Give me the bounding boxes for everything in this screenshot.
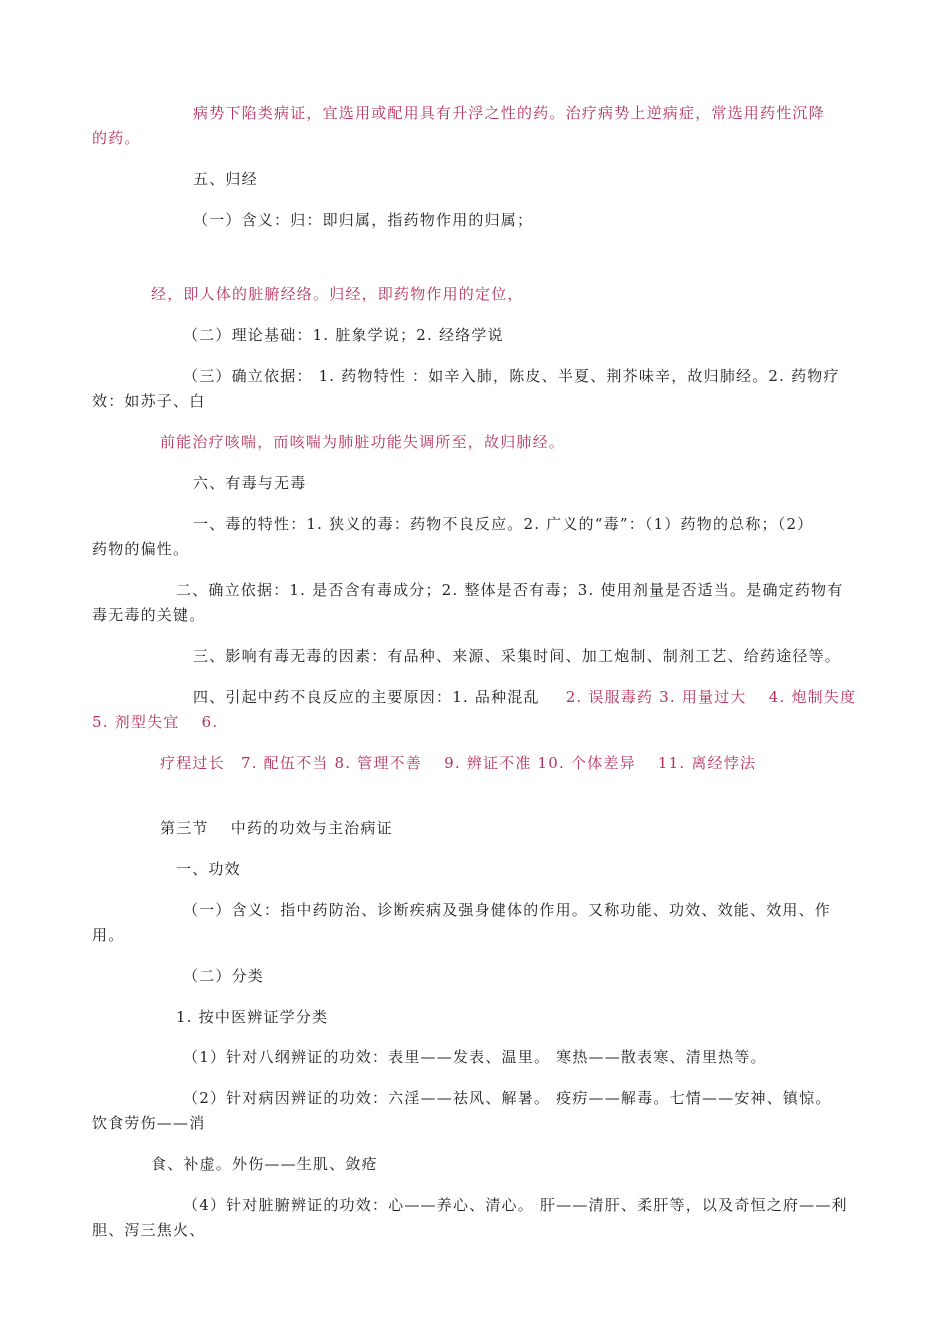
paragraph-lung-meridian: 前能治疗咳喘，而咳喘为肺脏功能失调所至，故归肺经。 bbox=[160, 433, 566, 451]
paragraph-toxicity-nature-line2: 药物的偏性。 bbox=[92, 540, 190, 558]
paragraph-etiology-continued: 食、补虚。外伤——生肌、敛疮 bbox=[151, 1155, 378, 1173]
paragraph-zangfu-line1: （4）针对脏腑辨证的功效：心——养心、清心。 肝——清肝、柔肝等，以及奇恒之府——利 bbox=[183, 1196, 848, 1214]
paragraph-toxicity-basis-line2: 毒无毒的关键。 bbox=[92, 606, 206, 624]
paragraph-eight-principles: （1）针对八纲辨证的功效：表里——发表、温里。 寒热——散表寒、清里热等。 bbox=[183, 1048, 767, 1066]
paragraph-basis-line2: 效：如苏子、白 bbox=[92, 392, 206, 410]
heading-classification: （二）分类 bbox=[183, 967, 265, 985]
heading-classification-syndrome: 1. 按中医辨证学分类 bbox=[176, 1008, 329, 1026]
paragraph-disease-trend-line2: 的药。 bbox=[92, 129, 141, 147]
paragraph-toxicity-basis-line1: 二、确立依据：1. 是否含有毒成分；2. 整体是否有毒；3. 使用剂量是否适当。是确定药物有 bbox=[176, 581, 844, 599]
adverse-causes-highlight: 2. 误服毒药 3. 用量过大 4. 炮制失度 bbox=[565, 688, 857, 706]
paragraph-zangfu-line2: 胆、泻三焦火、 bbox=[92, 1221, 206, 1239]
heading-meridian-tropism: 五、归经 bbox=[193, 170, 258, 188]
paragraph-etiology-line2: 饮食劳伤——消 bbox=[92, 1114, 206, 1132]
paragraph-meridian-positioning: 经，即人体的脏腑经络。归经，即药物作用的定位， bbox=[151, 285, 524, 303]
paragraph-meridian-definition: （一）含义：归：即归属，指药物作用的归属； bbox=[193, 211, 534, 229]
paragraph-toxicity-factors: 三、影响有毒无毒的因素：有品种、来源、采集时间、加工炮制、制剂工艺、给药途径等。 bbox=[193, 647, 842, 665]
paragraph-toxicity-nature-line1: 一、毒的特性：1. 狭义的毒：药物不良反应。2. 广义的“毒”：（1）药物的总称；（2） bbox=[193, 515, 814, 533]
paragraph-adverse-causes-line2: 5. 剂型失宜 6. bbox=[92, 713, 219, 731]
adverse-causes-lead: 四、引起中药不良反应的主要原因：1. 品种混乱 bbox=[193, 688, 540, 706]
heading-efficacy: 一、功效 bbox=[176, 860, 241, 878]
paragraph-efficacy-definition-line1: （一）含义：指中药防治、诊断疾病及强身健体的作用。又称功能、功效、效能、效用、作 bbox=[183, 901, 832, 919]
section-heading-efficacy: 第三节 中药的功效与主治病证 bbox=[160, 819, 393, 837]
paragraph-adverse-causes-line1 bbox=[193, 687, 856, 707]
paragraph-etiology-line1: （2）针对病因辨证的功效：六淫——祛风、解暑。 疫疠——解毒。七情——安神、镇惊。 bbox=[183, 1089, 832, 1107]
paragraph-efficacy-definition-line2: 用。 bbox=[92, 926, 125, 944]
paragraph-disease-trend-line1: 病势下陷类病证，宜选用或配用具有升浮之性的药。治疗病势上逆病症，常选用药性沉降 bbox=[193, 104, 825, 122]
paragraph-adverse-causes-continued: 疗程过长 7. 配伍不当 8. 管理不善 9. 辨证不准 10. 个体差异 11. 离经悖法 bbox=[160, 754, 757, 772]
heading-toxicity: 六、有毒与无毒 bbox=[193, 474, 307, 492]
paragraph-theory-basis: （二）理论基础：1. 脏象学说；2. 经络学说 bbox=[183, 326, 504, 344]
paragraph-basis-line1: （三）确立依据： 1. 药物特性 ：如辛入肺，陈皮、半夏、荆芥味辛，故归肺经。2. 药物疗 bbox=[183, 367, 840, 385]
